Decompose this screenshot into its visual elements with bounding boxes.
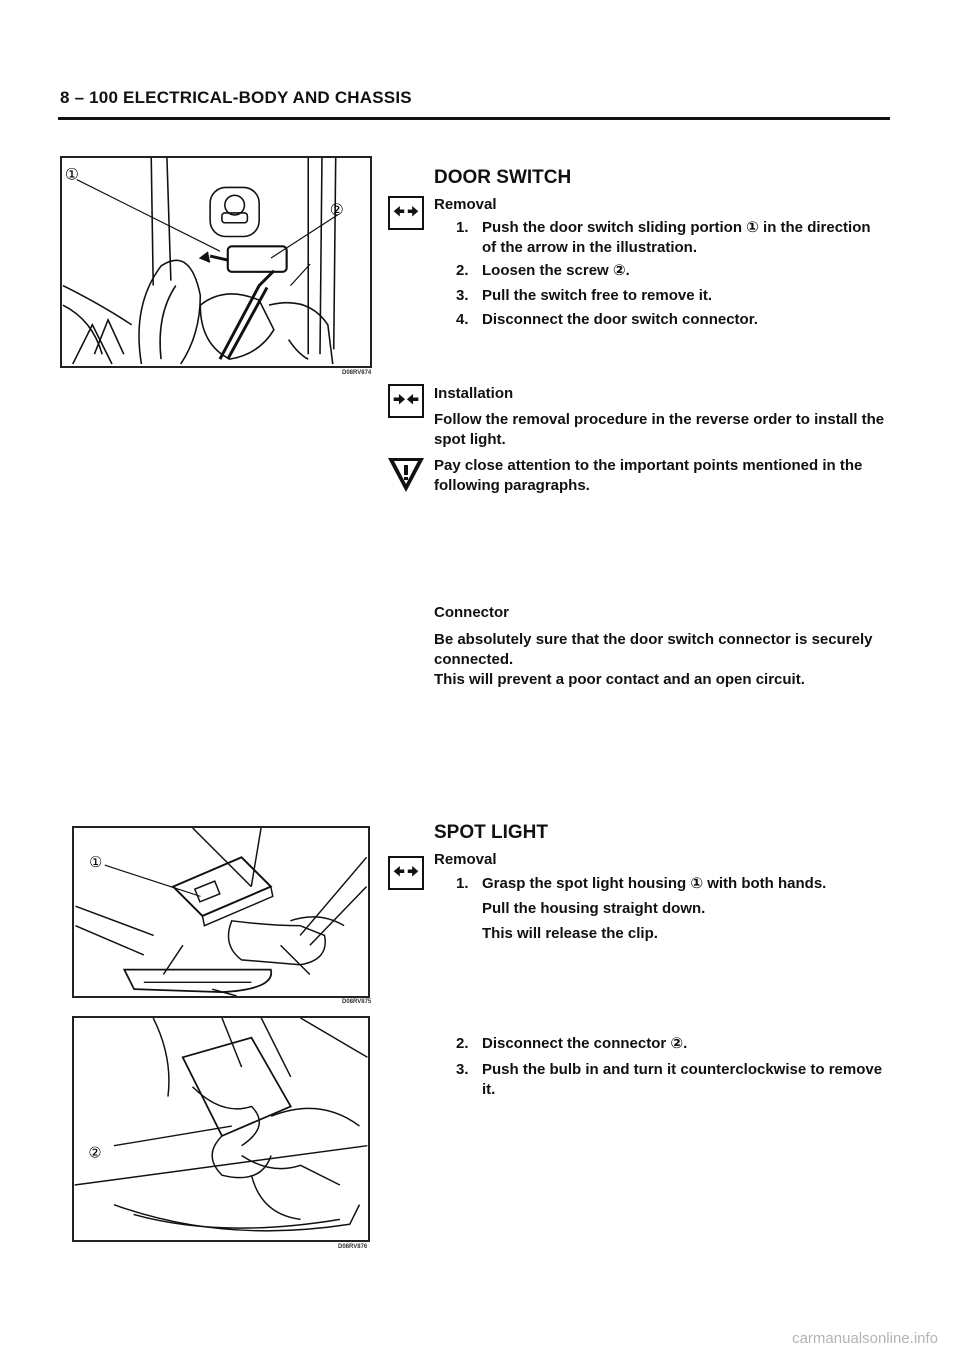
figure-spot-light-housing — [72, 826, 370, 998]
list-item: 1. Push the door switch sliding portion ① in the direction of the arrow in the illustration. — [456, 219, 871, 256]
list-item: 2. Disconnect the connector ②. — [456, 1035, 688, 1052]
list-item: 1. Grasp the spot light housing ① with both hands. — [456, 875, 827, 892]
callout-1: ① — [89, 854, 103, 872]
heading-removal: Removal — [434, 196, 497, 213]
list-item: 3. Pull the switch free to remove it. — [456, 287, 713, 304]
footer-watermark[interactable]: carmanualsonline.info — [792, 1330, 938, 1347]
figure-door-switch — [60, 156, 372, 368]
list-item: 4. Disconnect the door switch connector. — [456, 311, 758, 328]
step-note: This will release the clip. — [482, 925, 658, 942]
figure-code: D08RV874 — [342, 370, 372, 376]
caution-text: Pay close attention to the important points mentioned in the following paragraphs. — [434, 457, 863, 494]
removal-arrows-icon — [388, 196, 424, 230]
connector-text: Be absolutely sure that the door switch connector is securely connected. — [434, 631, 873, 668]
figure-code: D08RV876 — [338, 1244, 368, 1250]
section-title-spot-light: SPOT LIGHT — [434, 822, 548, 843]
callout-2: ② — [88, 1144, 102, 1162]
figure-code: D08RV875 — [342, 999, 372, 1005]
installation-text: Follow the removal procedure in the reverse order to install the spot light. — [434, 411, 885, 448]
caution-triangle-icon — [386, 456, 426, 494]
heading-connector: Connector — [434, 604, 509, 621]
installation-arrows-icon — [388, 384, 424, 418]
header-rule — [58, 117, 890, 120]
callout-2: ② — [329, 199, 344, 219]
step-note: Pull the housing straight down. — [482, 900, 706, 917]
door-switch-illustration — [62, 158, 370, 366]
heading-installation: Installation — [434, 385, 514, 402]
heading-removal: Removal — [434, 851, 497, 868]
figure-spot-light-connector — [72, 1016, 370, 1242]
spot-light-housing-illustration — [74, 828, 368, 996]
spot-light-connector-illustration — [74, 1018, 368, 1240]
list-item: 2. Loosen the screw ②. — [456, 262, 630, 279]
callout-1: ① — [64, 164, 79, 184]
list-item: 3. Push the bulb in and turn it counterclockwise to remove it. — [456, 1061, 883, 1098]
page-header-title: 8 – 100 ELECTRICAL-BODY AND CHASSIS — [60, 88, 412, 107]
removal-arrows-icon — [388, 856, 424, 890]
connector-note: This will prevent a poor contact and an open circuit. — [434, 671, 805, 688]
section-title-door-switch: DOOR SWITCH — [434, 167, 572, 188]
